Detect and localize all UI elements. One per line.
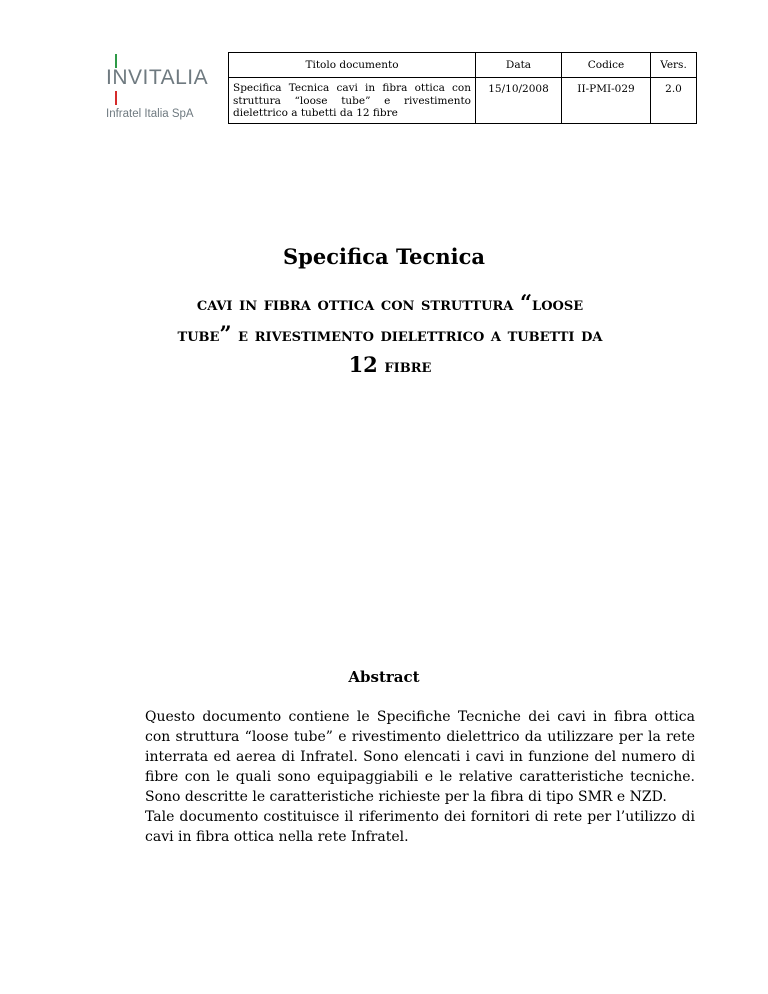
- logo-red-mark: [115, 91, 117, 105]
- document-date-cell: 15/10/2008: [476, 78, 562, 124]
- subtitle-text: loose: [532, 293, 584, 315]
- subtitle-text: fibre: [377, 355, 432, 377]
- abstract-body: [145, 707, 695, 847]
- header-code: Codice: [562, 53, 651, 78]
- document-code-cell: II-PMI-029: [562, 78, 651, 124]
- table-row: [229, 78, 697, 124]
- document-title-cell: Specifica Tecnica cavi in fibra ottica con struttura “loose tube” e rivestimento dielettrico a tubetti da 12 fibre: [229, 78, 476, 124]
- subtitle-number: 12: [348, 352, 378, 377]
- subtitle-line-2: [130, 319, 650, 350]
- header-title: Titolo documento: [229, 53, 476, 78]
- subtitle-text: tube: [177, 324, 220, 346]
- document-subtitle: [130, 288, 650, 381]
- subtitle-close-quote: ”: [219, 321, 232, 346]
- header-version: Vers.: [651, 53, 697, 78]
- subtitle-text: cavi in fibra ottica con struttura: [196, 293, 520, 315]
- logo-wordmark: INVITALIA: [106, 66, 209, 89]
- page-title: Specifica Tecnica: [283, 244, 485, 269]
- subtitle-line-1: [130, 288, 650, 319]
- abstract-heading: Abstract: [348, 668, 420, 686]
- invitalia-logo: [106, 52, 226, 122]
- logo-subtitle: Infratel Italia SpA: [106, 108, 194, 120]
- subtitle-text: e rivestimento dielettrico a tubetti da: [231, 324, 603, 346]
- document-info-table: [228, 52, 697, 124]
- abstract-paragraph: Questo documento contiene le Specifiche Tecniche dei cavi in fibra ottica con struttura “loose tube” e rivestimento dielettrico da utilizzare per la rete interrata ed aerea di Infratel. Sono elencati i cavi in funzione del numero di fibre con le quali sono equipaggiabili e le relative caratteristiche tecniche. Sono descritte le caratteristiche richieste per la fibra di tipo SMR e NZD.: [145, 709, 695, 805]
- table-header-row: [229, 53, 697, 78]
- document-version-cell: 2.0: [651, 78, 697, 124]
- subtitle-open-quote: “: [519, 290, 533, 315]
- abstract-paragraph: Tale documento costituisce il riferimento dei fornitori di rete per l’utilizzo di cavi in fibra ottica nella rete Infratel.: [145, 809, 695, 845]
- header-date: Data: [476, 53, 562, 78]
- subtitle-line-3: [130, 350, 650, 381]
